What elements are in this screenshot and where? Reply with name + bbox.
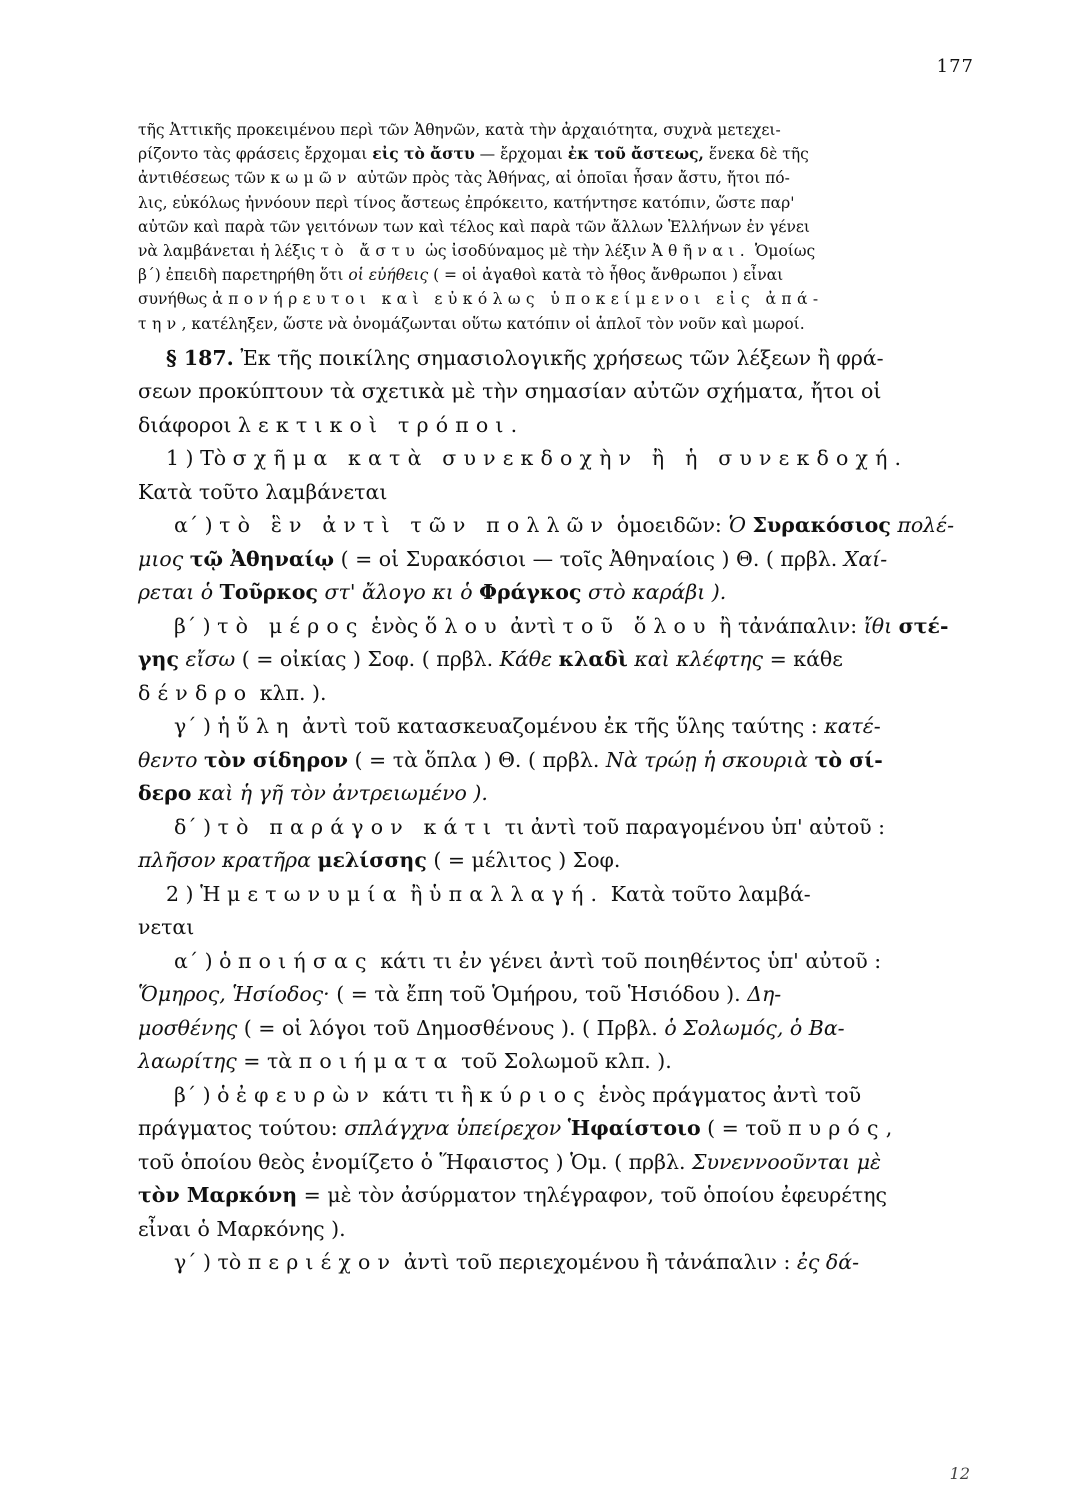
text-line: την, κατέληξεν, ὥστε νὰ ὀνομάζωνται οὕτω κατόπιν οἱ ἁπλοῖ τὸν νοῦν καὶ μωροί. bbox=[138, 314, 805, 333]
text-line: μοσθένης ( = οἱ λόγοι τοῦ Δημοσθένους ). ( Πρβλ. ὁ Σολωμός, ὁ Βα- bbox=[138, 1015, 845, 1040]
text-line: γης εἴσω ( = οἰκίας ) Σοφ. ( πρβλ. Κάθε κλαδὶ καὶ κλέφτης = κάθε bbox=[138, 647, 843, 672]
text-line: ρεται ὁ Τοῦρκος στ' ἄλογο κι ὁ Φράγκος στὸ καράβι ). bbox=[138, 580, 727, 605]
page-number: 177 bbox=[936, 56, 974, 77]
item-2a: α΄ ) ὁ ποιήσας κάτι τι ἐν γένει ἀντὶ τοῦ ποιηθέντος ὑπ' αὐτοῦ : bbox=[174, 948, 882, 973]
text-line: πράγματος τούτου: σπλάγχνα ὑπείρεχον Ἡφαίστοιο ( = τοῦ πυρός, bbox=[138, 1116, 900, 1141]
item-2b: β΄ ) ὁ ἐφευρὼν κάτι τι ἢ κύριος ἑνὸς πράγματος ἀντὶ τοῦ bbox=[174, 1082, 862, 1107]
text-line: λαωρίτης = τὰ ποιήματα τοῦ Σολωμοῦ κλπ. ). bbox=[138, 1049, 672, 1074]
item-2: 2 ) Ἡ μετωνυμία ἢ ὑπαλλαγή. Κατὰ τοῦτο λαμβά- bbox=[166, 881, 811, 906]
item-1: 1 ) Τὸ σχῆμα κατὰ συνεκδοχὴν ἢ ἡ συνεκδοχή. bbox=[166, 446, 909, 471]
text-line: ρίζοντο τὰς φράσεις ἔρχομαι εἰς τὸ ἄστυ — ἔρχομαι ἐκ τοῦ ἄστεως, ἕνεκα δὲ τῆς bbox=[138, 144, 809, 164]
text-line: νὰ λαμβάνεται ἡ λέξις τὸ ἄστυ ὡς ἰσοδύναμος μὲ τὴν λέξιν Ἀθῆναι. Ὁμοίως bbox=[138, 242, 816, 261]
item-1d: δ΄ ) τὸ παράγον κάτι τι ἀντὶ τοῦ παραγομένου ὑπ' αὐτοῦ : bbox=[174, 814, 886, 839]
text-line: πλῆσον κρατῆρα μελίσσης ( = μέλιτος ) Σοφ. bbox=[138, 848, 621, 873]
text-line: δερο καὶ ἡ γῆ τὸν ἀντρειωμένο ). bbox=[138, 781, 488, 806]
page-body bbox=[138, 118, 978, 1280]
text-line: β΄) ἐπειδὴ παρετηρήθη ὅτι οἱ εὐήθεις ( = οἱ ἀγαθοὶ κατὰ τὸ ἦθος ἄνθρωποι ) εἶναι bbox=[138, 266, 784, 285]
text-line: εἶναι ὁ Μαρκόνης ). bbox=[138, 1216, 346, 1241]
text-line: αὐτῶν καὶ παρὰ τῶν γειτόνων των καὶ τέλος καὶ παρὰ τῶν ἄλλων Ἑλλήνων ἐν γένει bbox=[138, 217, 810, 236]
intro-block bbox=[138, 118, 978, 336]
text-line: ἀντιθέσεως τῶν κωμῶν αὐτῶν πρὸς τὰς Ἀθήνας, αἱ ὁποῖαι ἦσαν ἄστυ, ἤτοι πό- bbox=[138, 169, 790, 188]
text-line: συνήθως ἀπονήρευτοι καὶ εὐκόλως ὑποκείμενοι εἰς ἀπά- bbox=[138, 290, 824, 309]
text-line: Κατὰ τοῦτο λαμβάνεται bbox=[138, 479, 388, 504]
text-line: θεντο τὸν σίδηρον ( = τὰ ὅπλα ) Θ. ( πρβλ. Νὰ τρώῃ ἡ σκουριὰ τὸ σί- bbox=[138, 747, 883, 772]
text-line: τοῦ ὁποίου θεὸς ἐνομίζετο ὁ Ἥφαιστος ) Ὁμ. ( πρβλ. Συνεννοοῦνται μὲ bbox=[138, 1149, 882, 1174]
text-line: τῆς Ἀττικῆς προκειμένου περὶ τῶν Ἀθηνῶν, κατὰ τὴν ἀρχαιότητα, συχνὰ μετεχει- bbox=[138, 121, 781, 139]
section-number: § 187. bbox=[166, 345, 234, 370]
item-2c: γ΄ ) τὸ περιέχον ἀντὶ τοῦ περιεχομένου ἢ τἀνάπαλιν : ἐς δά- bbox=[174, 1250, 860, 1275]
text-line: τὸν Μαρκόνη = μὲ τὸν ἀσύρματον τηλέγραφον, τοῦ ὁποίου ἐφευρέτης bbox=[138, 1183, 887, 1208]
item-1c: γ΄ ) ἡ ὕλη ἀντὶ τοῦ κατασκευαζομένου ἐκ τῆς ὕλης ταύτης : κατέ- bbox=[174, 714, 881, 739]
text-line: μιος τῷ Ἀθηναίῳ ( = οἱ Συρακόσιοι — τοῖς Ἀθηναίοις ) Θ. ( πρβλ. Χαί- bbox=[138, 546, 888, 571]
section-187: § 187. Ἐκ τῆς ποικίλης σημασιολογικῆς χρήσεως τῶν λέξεων ἢ φρά- bbox=[166, 345, 884, 370]
text-line: νεται bbox=[138, 915, 195, 940]
item-1a: α΄ ) τὸ ἓν ἀντὶ τῶν πολλῶν ὁμοειδῶν: Ὁ Συρακόσιος πολέ- bbox=[174, 513, 955, 538]
folio-mark: 12 bbox=[949, 1464, 970, 1483]
text-line: διάφοροι λεκτικοὶ τρόποι. bbox=[138, 412, 525, 437]
text-line: Ὅμηρος, Ἡσίοδος· ( = τὰ ἔπη τοῦ Ὁμήρου, τοῦ Ἡσιόδου ). Δη- bbox=[138, 982, 782, 1007]
main-block bbox=[138, 342, 978, 1280]
item-1b: β΄ ) τὸ μέρος ἑνὸς ὅλου ἀντὶ τοῦ ὅλου ἢ τἀνάπαλιν: ἴθι στέ- bbox=[174, 613, 949, 638]
text-line: σεων προκύπτουν τὰ σχετικὰ μὲ τὴν σημασίαν αὐτῶν σχήματα, ἤτοι οἱ bbox=[138, 379, 882, 404]
text-line: δένδρο κλπ. ). bbox=[138, 680, 327, 705]
text-line: λις, εὐκόλως ἠννόουν περὶ τίνος ἄστεως ἐπρόκειτο, κατήντησε κατόπιν, ὥστε παρ' bbox=[138, 193, 795, 212]
